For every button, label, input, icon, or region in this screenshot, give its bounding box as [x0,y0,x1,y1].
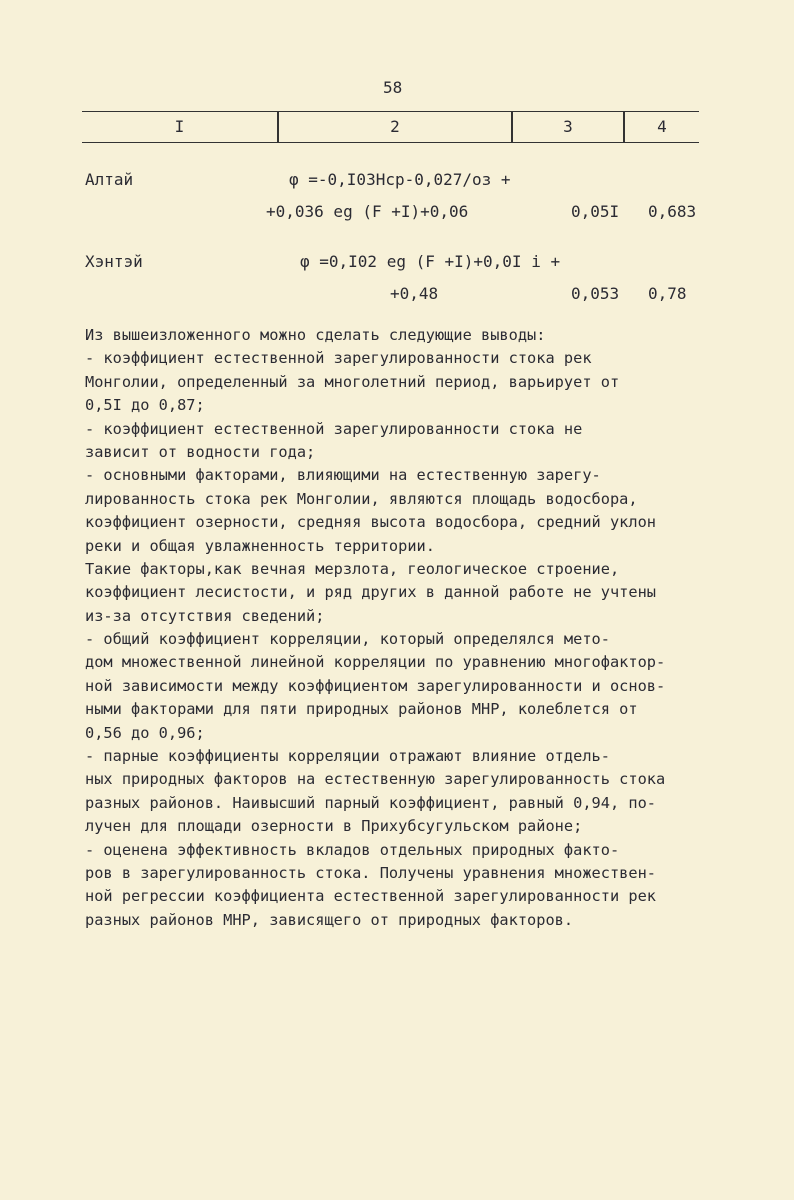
text-line: 0,56 до 0,96; [85,723,205,742]
text-line: разных районов МНР, зависящего от природных факторов. [85,910,574,929]
table-cell-col3: 0,05I [571,202,620,221]
table-cell-col3: 0,053 [571,284,620,303]
text-line: лучен для площади озерности в Прихубсугульском районе; [85,817,583,836]
text-line: коэффициент лесистости, и ряд других в данной работе не учтены [85,583,656,602]
formula-line: φ =0,I02 еg (F +I)+0,0I i + [300,252,561,271]
text-line: 0,5I до 0,87; [85,396,205,415]
text-line: дом множественной линейной корреляции по уравнению многофактор- [85,653,666,672]
text-line: Из вышеизложенного можно сделать следующие выводы: [85,326,546,344]
text-line: Такие факторы,как вечная мерзлота, геологическое строение, [85,559,620,578]
formula-line: +0,036 еg (F +I)+0,06 [266,202,469,221]
table-header-col-4: 4 [657,117,667,136]
text-line: ров в зарегулированность стока. Получены уравнения множествен- [85,863,656,882]
text-line: - парные коэффициенты корреляции отражают влияние отдель- [85,747,610,766]
text-line: лированность стока рек Монголии, являются площадь водосбора, [85,489,638,508]
text-line: ной зависимости между коэффициентом зарегулированности и основ- [85,676,666,695]
formula-line: +0,48 [390,284,439,303]
body-text [85,324,705,932]
text-line: - оценена эффективность вкладов отдельных природных факто- [85,840,620,859]
table-row-region: Хэнтэй [85,252,143,271]
text-line: из-за отсутствия сведений; [85,606,325,625]
page-number: 58 [383,78,403,97]
table-cell-col4: 0,683 [648,202,697,221]
table-header-col-2: 2 [390,117,400,136]
text-line: ных природных факторов на естественную зарегулированность стока [85,770,666,789]
table-row-region: Алтай [85,170,134,189]
table-header-col-1: I [174,117,185,136]
table-cell-col4: 0,78 [648,284,687,303]
text-line: - коэффициент естественной зарегулированности стока не [85,419,583,438]
table-header [82,111,699,143]
text-line: - коэффициент естественной зарегулированности стока рек [85,349,592,368]
text-line: - основными факторами, влияющими на естественную зарегу- [85,466,601,485]
text-line: разных районов. Наивысший парный коэффициент, равный 0,94, по- [85,793,656,812]
text-line: ными факторами для пяти природных районов МНР, колеблется от [85,700,638,719]
text-line: - общий коэффициент корреляции, который определялся мето- [85,630,610,649]
table-header-col-3: 3 [563,117,573,136]
formula-line: φ =-0,I03Hср-0,027/оз + [289,170,511,189]
text-line: реки и общая увлажненность территории. [85,536,435,555]
text-line: зависит от водности года; [85,442,316,461]
text-line: ной регрессии коэффициента естественной зарегулированности рек [85,887,656,906]
text-line: Монголии, определенный за многолетний период, варьирует от [85,372,620,391]
text-line: коэффициент озерности, средняя высота водосбора, средний уклон [85,513,656,532]
